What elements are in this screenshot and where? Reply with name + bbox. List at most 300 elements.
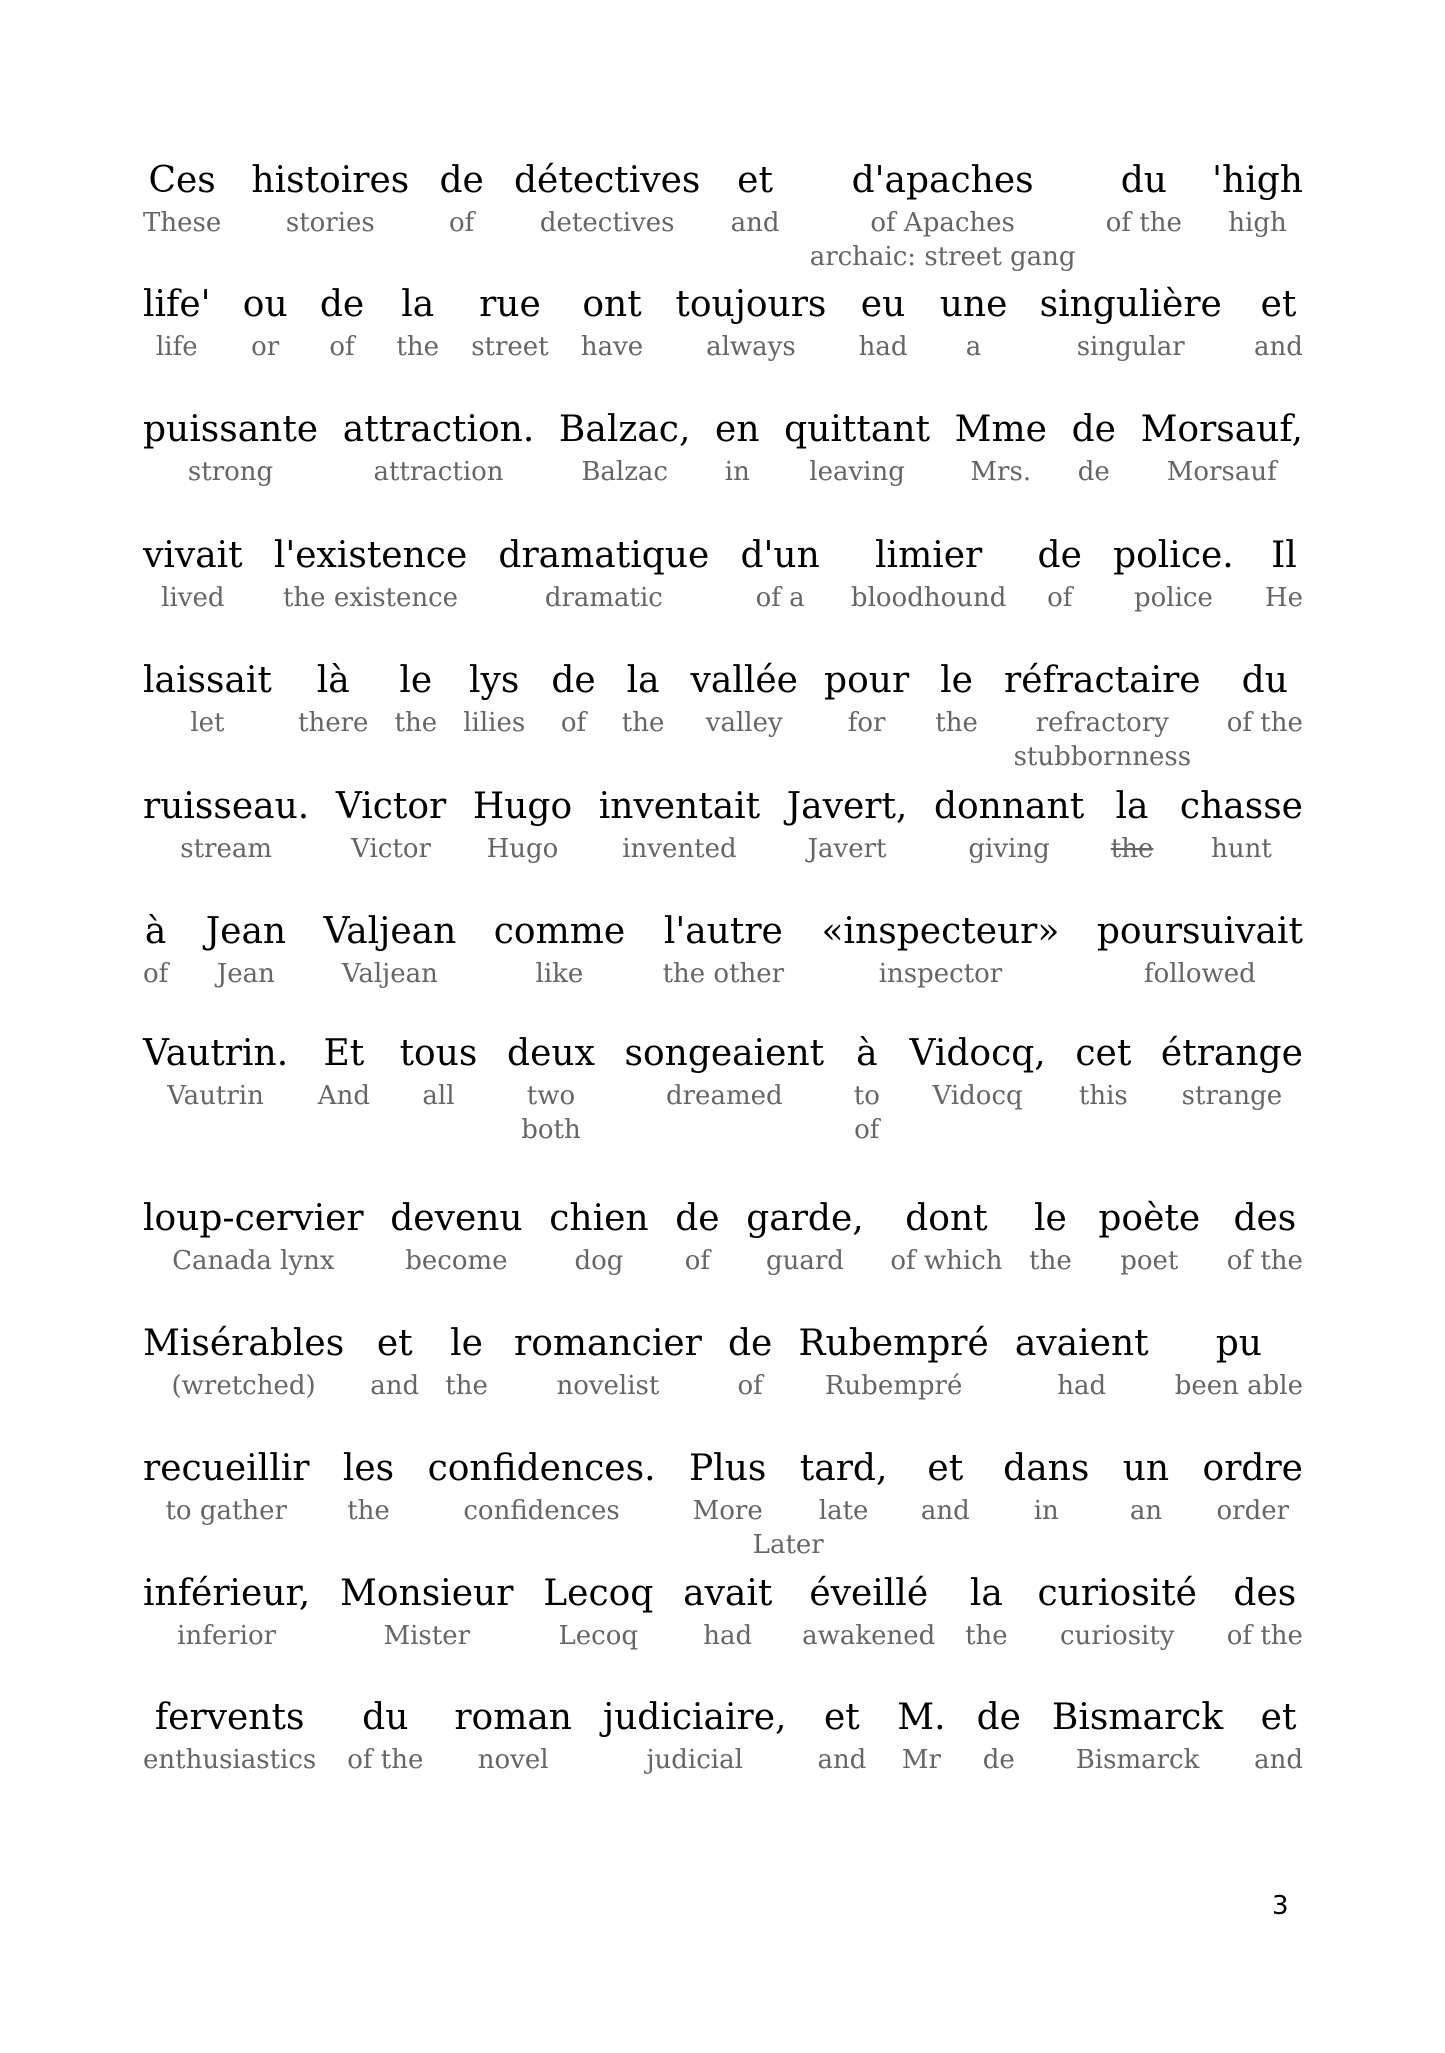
interlinear-line xyxy=(143,660,1303,774)
french-word: le xyxy=(399,660,433,701)
english-gloss: Mr xyxy=(901,1745,941,1775)
french-word: du xyxy=(1120,160,1167,201)
french-word: Morsauf, xyxy=(1140,409,1303,450)
word-pair xyxy=(390,1198,522,1278)
english-gloss: in xyxy=(724,457,750,487)
word-pair xyxy=(934,786,1084,866)
interlinear-line xyxy=(143,1033,1303,1147)
french-word: curiosité xyxy=(1037,1573,1197,1614)
english-gloss: Rubempré xyxy=(824,1371,963,1401)
gloss-stack xyxy=(161,581,224,615)
word-pair xyxy=(1052,1697,1223,1777)
word-pair xyxy=(1227,660,1303,740)
gloss-stack xyxy=(851,581,1006,615)
french-word: poète xyxy=(1098,1198,1201,1239)
french-word: attraction. xyxy=(342,409,535,450)
word-pair xyxy=(143,535,243,615)
word-pair xyxy=(824,660,909,740)
english-gloss: singular xyxy=(1076,332,1185,362)
gloss-stack xyxy=(172,1244,334,1278)
gloss-stack xyxy=(965,1619,1008,1653)
word-pair xyxy=(251,160,409,240)
word-pair xyxy=(507,1033,595,1147)
english-gloss: dramatic xyxy=(544,583,663,613)
french-word: Mme xyxy=(954,409,1047,450)
french-word: et xyxy=(823,1697,860,1738)
word-pair xyxy=(1098,1198,1200,1278)
gloss-stack xyxy=(879,957,1003,991)
english-gloss: guard xyxy=(765,1246,844,1276)
french-word: dans xyxy=(1003,1448,1090,1489)
gloss-stack xyxy=(848,706,886,740)
french-word: de xyxy=(727,1323,773,1364)
english-gloss: two xyxy=(526,1081,576,1111)
gloss-stack xyxy=(1111,832,1154,866)
gloss-stack xyxy=(810,206,1076,274)
english-gloss: novelist xyxy=(556,1371,660,1401)
english-gloss: followed xyxy=(1143,959,1256,989)
word-pair xyxy=(1227,1198,1303,1278)
word-pair xyxy=(343,1448,394,1528)
gloss-stack xyxy=(622,706,665,740)
interlinear-line xyxy=(143,160,1303,274)
french-word: de xyxy=(551,660,596,701)
gloss-stack xyxy=(737,1369,762,1403)
english-gloss: Balzac xyxy=(581,457,668,487)
word-pair xyxy=(1106,160,1182,240)
word-pair xyxy=(683,1573,772,1653)
french-word: toujours xyxy=(675,284,827,325)
english-gloss: the xyxy=(396,332,439,362)
french-word: pour xyxy=(824,660,910,701)
gloss-stack xyxy=(1029,1244,1072,1278)
word-pair xyxy=(731,160,780,240)
french-word: ruisseau. xyxy=(143,786,310,827)
english-gloss: an xyxy=(1129,1496,1163,1526)
english-gloss: street xyxy=(471,332,549,362)
french-word: life' xyxy=(143,284,211,325)
english-gloss: stubbornness xyxy=(1013,742,1192,772)
english-gloss: had xyxy=(1057,1371,1107,1401)
english-gloss: Victor xyxy=(351,834,431,864)
word-pair xyxy=(1254,1697,1303,1777)
english-gloss: of the xyxy=(1105,208,1182,238)
english-gloss: been able xyxy=(1174,1371,1303,1401)
gloss-stack xyxy=(766,1244,844,1278)
gloss-stack xyxy=(156,330,198,364)
gloss-stack xyxy=(819,1494,869,1528)
french-word: histoires xyxy=(251,160,410,201)
gloss-stack xyxy=(396,330,439,364)
french-word: ont xyxy=(582,284,642,325)
word-pair xyxy=(1004,660,1201,774)
word-pair xyxy=(691,660,798,740)
gloss-stack xyxy=(703,1619,752,1653)
english-gloss: of xyxy=(854,1115,880,1145)
gloss-stack xyxy=(859,330,908,364)
english-gloss: Mister xyxy=(383,1621,471,1651)
gloss-stack xyxy=(1227,1244,1303,1278)
gloss-stack xyxy=(809,455,905,489)
french-word: de xyxy=(976,1697,1021,1738)
english-gloss: the xyxy=(1029,1246,1072,1276)
word-pair xyxy=(728,1323,772,1403)
english-gloss: the xyxy=(621,708,665,738)
french-word: réfractaire xyxy=(1003,660,1201,701)
gloss-stack xyxy=(329,330,354,364)
english-gloss: novel xyxy=(477,1745,549,1775)
french-word: du xyxy=(362,1697,409,1738)
word-pair xyxy=(802,1573,935,1653)
word-pair xyxy=(800,1448,888,1528)
word-pair xyxy=(551,660,595,740)
french-word: la xyxy=(969,1573,1003,1614)
english-gloss: of xyxy=(684,1246,711,1276)
french-word: des xyxy=(1233,1198,1297,1239)
word-pair xyxy=(143,1448,309,1528)
english-gloss: awakened xyxy=(802,1621,936,1651)
gloss-stack xyxy=(825,1369,962,1403)
english-gloss: These xyxy=(143,208,222,238)
gloss-stack xyxy=(1265,581,1303,615)
english-gloss: stories xyxy=(285,208,375,238)
french-word: rue xyxy=(479,284,541,325)
gloss-stack xyxy=(422,1079,454,1113)
french-word: Rubempré xyxy=(798,1323,989,1364)
english-gloss: to gather xyxy=(165,1496,287,1526)
word-pair xyxy=(675,1198,719,1278)
french-word: du xyxy=(1241,660,1288,701)
french-word: romancier xyxy=(513,1323,702,1364)
french-word: Ces xyxy=(148,160,216,201)
word-pair xyxy=(955,409,1047,489)
word-pair xyxy=(787,786,908,866)
french-word: Vautrin. xyxy=(143,1033,289,1074)
english-gloss: all xyxy=(422,1081,455,1111)
gloss-stack xyxy=(188,455,273,489)
english-gloss: like xyxy=(535,959,584,989)
english-gloss: had xyxy=(858,332,908,362)
french-word: détectives xyxy=(514,160,701,201)
word-pair xyxy=(494,911,625,991)
word-pair xyxy=(143,1033,288,1113)
gloss-stack xyxy=(1167,455,1277,489)
interlinear-line xyxy=(143,284,1303,364)
english-gloss: stream xyxy=(180,834,273,864)
french-word: fervents xyxy=(154,1697,305,1738)
word-pair xyxy=(471,284,548,364)
gloss-stack xyxy=(471,330,548,364)
word-pair xyxy=(859,284,908,364)
word-pair xyxy=(1075,1033,1131,1113)
french-word: inventait xyxy=(598,786,761,827)
gloss-stack xyxy=(217,957,275,991)
english-gloss: the other xyxy=(662,959,785,989)
english-gloss: of which xyxy=(890,1246,1003,1276)
french-word: un xyxy=(1122,1448,1170,1489)
word-pair xyxy=(784,409,930,489)
gloss-stack xyxy=(921,1494,970,1528)
english-gloss: and xyxy=(730,208,780,238)
word-pair xyxy=(935,660,978,740)
french-word: et xyxy=(927,1448,964,1489)
french-word: Il xyxy=(1271,535,1297,576)
english-gloss: and xyxy=(1254,332,1303,362)
gloss-stack xyxy=(854,1079,880,1147)
gloss-stack xyxy=(1047,581,1072,615)
gloss-stack xyxy=(1076,1743,1200,1777)
french-word: Misérables xyxy=(143,1323,345,1364)
english-gloss: giving xyxy=(968,834,1050,864)
gloss-stack xyxy=(902,1743,941,1777)
gloss-stack xyxy=(143,206,221,240)
word-pair xyxy=(143,409,318,489)
english-gloss: of the xyxy=(347,1745,424,1775)
gloss-stack xyxy=(445,1369,488,1403)
gloss-stack xyxy=(1060,1619,1175,1653)
gloss-stack xyxy=(449,206,474,240)
gloss-stack xyxy=(933,1079,1023,1113)
english-gloss: of the xyxy=(1226,1246,1303,1276)
interlinear-line xyxy=(143,409,1303,489)
gloss-stack xyxy=(351,832,431,866)
word-pair xyxy=(324,911,457,991)
word-pair xyxy=(1254,284,1303,364)
english-gloss: And xyxy=(317,1081,370,1111)
french-word: police. xyxy=(1113,535,1234,576)
word-pair xyxy=(909,1033,1045,1113)
english-gloss: Mrs. xyxy=(970,457,1032,487)
word-pair xyxy=(336,786,446,866)
gloss-stack xyxy=(463,1494,619,1528)
gloss-stack xyxy=(706,330,796,364)
gloss-stack xyxy=(487,832,559,866)
english-gloss: (wretched) xyxy=(171,1371,316,1401)
english-gloss: had xyxy=(703,1621,753,1651)
word-pair xyxy=(851,535,1006,615)
english-gloss: order xyxy=(1216,1496,1290,1526)
french-word: comme xyxy=(493,911,626,952)
french-word: limier xyxy=(875,535,983,576)
word-pair xyxy=(798,1323,988,1403)
french-word: Monsieur xyxy=(340,1573,514,1614)
word-pair xyxy=(1180,786,1303,866)
word-pair xyxy=(463,660,525,740)
word-pair xyxy=(740,535,819,615)
word-pair xyxy=(143,160,221,240)
interlinear-line xyxy=(143,1198,1303,1278)
french-word: judiciaire, xyxy=(602,1697,787,1738)
english-gloss: of a xyxy=(755,583,805,613)
french-word: de xyxy=(1037,535,1082,576)
gloss-stack xyxy=(370,1369,419,1403)
word-pair xyxy=(921,1448,970,1528)
word-pair xyxy=(1265,535,1303,615)
french-word: à xyxy=(856,1033,878,1074)
word-pair xyxy=(143,1697,316,1777)
english-gloss: the xyxy=(394,708,438,738)
french-word: Javert, xyxy=(786,786,908,827)
gloss-stack xyxy=(1057,1369,1106,1403)
word-pair xyxy=(1227,1573,1303,1653)
french-word: Valjean xyxy=(323,911,457,952)
french-word: Hugo xyxy=(472,786,573,827)
interlinear-line xyxy=(143,911,1303,991)
word-pair xyxy=(822,911,1060,991)
gloss-stack xyxy=(172,1369,316,1403)
french-word: et xyxy=(1260,284,1297,325)
french-word: Lecoq xyxy=(543,1573,654,1614)
french-word: la xyxy=(1115,786,1149,827)
word-pair xyxy=(1037,1573,1197,1653)
french-word: à xyxy=(144,911,167,952)
english-gloss: strange xyxy=(1181,1081,1283,1111)
gloss-stack xyxy=(251,330,279,364)
french-word: loup-cervier xyxy=(143,1198,364,1239)
english-gloss: of xyxy=(143,959,169,989)
word-pair xyxy=(1113,535,1234,615)
french-word: eu xyxy=(860,284,906,325)
french-word: Vidocq, xyxy=(909,1033,1046,1074)
gloss-stack xyxy=(983,1743,1015,1777)
page-number: 3 xyxy=(1272,1891,1289,1921)
gloss-stack xyxy=(405,1244,507,1278)
english-gloss: of xyxy=(329,332,355,362)
word-pair xyxy=(1123,1448,1169,1528)
word-pair xyxy=(428,1448,656,1528)
gloss-stack xyxy=(298,706,368,740)
word-pair xyxy=(689,1448,766,1528)
gloss-stack xyxy=(1228,206,1286,240)
word-pair xyxy=(347,1697,423,1777)
gloss-stack xyxy=(1120,1244,1178,1278)
french-word: ou xyxy=(242,284,288,325)
gloss-stack xyxy=(165,1494,287,1528)
french-word: confidences. xyxy=(427,1448,656,1489)
french-word: en xyxy=(715,409,760,450)
gloss-stack xyxy=(663,957,785,991)
french-word: lys xyxy=(469,660,520,701)
english-gloss: the xyxy=(445,1371,488,1401)
french-word: poursuivait xyxy=(1096,911,1303,952)
gloss-stack xyxy=(1106,206,1182,240)
french-word: roman xyxy=(454,1697,572,1738)
french-word: 'high xyxy=(1212,160,1303,201)
english-gloss: dreamed xyxy=(665,1081,783,1111)
french-word: vivait xyxy=(143,535,243,576)
gloss-stack xyxy=(463,706,525,740)
gloss-stack xyxy=(1079,1079,1128,1113)
english-gloss: of the xyxy=(1226,1621,1303,1651)
gloss-stack xyxy=(1130,1494,1162,1528)
word-pair xyxy=(318,1033,370,1113)
english-gloss: inspector xyxy=(878,959,1003,989)
english-gloss: and xyxy=(920,1496,970,1526)
english-gloss: both xyxy=(521,1115,581,1145)
gloss-stack xyxy=(143,957,168,991)
english-gloss: high xyxy=(1228,208,1287,238)
english-gloss: Vautrin xyxy=(167,1081,264,1111)
french-word: quittant xyxy=(784,409,930,450)
french-word: M. xyxy=(897,1697,946,1738)
word-pair xyxy=(454,1697,572,1777)
french-word: chasse xyxy=(1179,786,1303,827)
gloss-stack xyxy=(1254,330,1303,364)
gloss-stack xyxy=(1077,330,1185,364)
word-pair xyxy=(1072,409,1116,489)
french-word: la xyxy=(401,284,435,325)
french-word: garde, xyxy=(746,1198,864,1239)
gloss-stack xyxy=(556,1369,659,1403)
word-pair xyxy=(143,1573,310,1653)
word-pair xyxy=(1003,1448,1089,1528)
french-word: «inspecteur» xyxy=(821,911,1060,952)
french-word: Victor xyxy=(335,786,447,827)
word-pair xyxy=(810,160,1076,274)
english-gloss: of xyxy=(1047,583,1073,613)
french-word: Jean xyxy=(205,911,287,952)
french-word: deux xyxy=(507,1033,595,1074)
gloss-stack xyxy=(574,1244,623,1278)
english-gloss: Lecoq xyxy=(558,1621,639,1651)
word-pair xyxy=(1161,1033,1303,1113)
word-pair xyxy=(514,1323,702,1403)
interlinear-line xyxy=(143,786,1303,866)
french-word: tous xyxy=(399,1033,478,1074)
gloss-stack xyxy=(890,1244,1002,1278)
word-pair xyxy=(340,1573,513,1653)
gloss-stack xyxy=(347,1743,423,1777)
word-pair xyxy=(143,660,272,740)
english-gloss: More xyxy=(692,1496,763,1526)
english-gloss: for xyxy=(847,708,886,738)
french-word: inférieur, xyxy=(143,1573,311,1614)
gloss-stack xyxy=(756,581,805,615)
gloss-stack xyxy=(190,706,224,740)
gloss-stack xyxy=(561,706,586,740)
word-pair xyxy=(675,284,826,364)
english-gloss: bloodhound xyxy=(850,583,1007,613)
word-pair xyxy=(514,160,700,240)
english-gloss: detectives xyxy=(539,208,675,238)
gloss-stack xyxy=(1134,581,1213,615)
gloss-stack xyxy=(1014,706,1191,774)
gloss-stack xyxy=(1078,455,1110,489)
word-pair xyxy=(1097,911,1303,991)
french-word: vallée xyxy=(690,660,798,701)
french-word: dont xyxy=(905,1198,988,1239)
french-word: et xyxy=(1260,1697,1297,1738)
gloss-stack xyxy=(521,1079,581,1147)
gloss-stack xyxy=(1182,1079,1283,1113)
word-pair xyxy=(143,1198,364,1278)
gloss-stack xyxy=(1211,832,1272,866)
english-gloss: police xyxy=(1133,583,1213,613)
french-word: des xyxy=(1233,1573,1297,1614)
gloss-stack xyxy=(706,706,783,740)
gloss-stack xyxy=(693,1494,763,1528)
english-gloss: Jean xyxy=(216,959,275,989)
french-word: étrange xyxy=(1160,1033,1303,1074)
word-pair xyxy=(243,284,288,364)
english-gloss: late xyxy=(818,1496,869,1526)
english-gloss: Bismarck xyxy=(1075,1745,1200,1775)
gloss-stack xyxy=(286,206,375,240)
gloss-stack xyxy=(968,832,1049,866)
english-gloss: de xyxy=(982,1745,1015,1775)
word-pair xyxy=(298,660,368,740)
gloss-stack xyxy=(581,455,668,489)
